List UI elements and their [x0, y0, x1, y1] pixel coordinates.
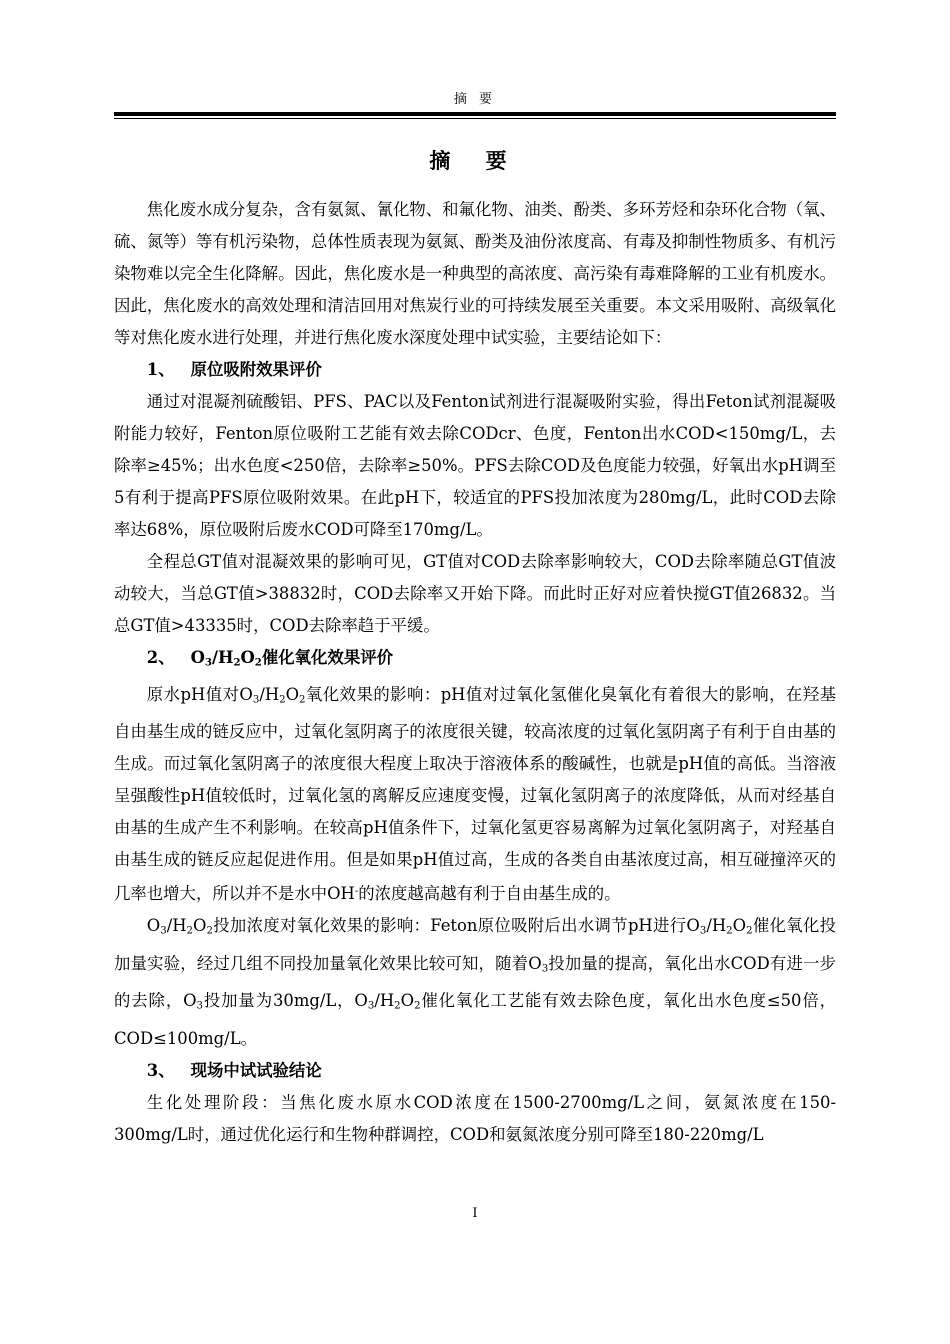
header-rule-thin [114, 118, 836, 119]
section-3-title: 现场中试试验结论 [190, 1060, 322, 1080]
section-3-number: 3、 [146, 1060, 175, 1080]
page-number: I [472, 1206, 478, 1221]
section-2-number: 2、 [146, 648, 175, 667]
section-1-number: 1、 [146, 360, 175, 379]
section-2-title: $O_3/H_2O_2$催化氧化效果评价 [190, 648, 393, 669]
section-3-heading [114, 1055, 836, 1087]
section-2-paragraph-2: $O_3/H_2O_2$投加浓度对氧化效果的影响：Feton原位吸附后出水调节pH进行$O_3/H_2O_2$催化氧化投加量实验，经过几组不同投加量氧化效果比较可知，随着$O_3$投加量的提高，氧化出水COD有进一步的去除，$O_3$投加量为30mg/L，$O_3/H_2O_2$催化氧化工艺能有效去除色度，氧化出水色度≤50倍，COD≤100mg/L。 [114, 916, 837, 1048]
section-2-paragraph-1: 原水pH值对$O_3/H_2O_2$氧化效果的影响：pH值对过氧化氢催化臭氧化有着很大的影响，在羟基自由基生成的链反应中，过氧化氢阴离子的浓度很关键，较高浓度的过氧化氢阴离子有利于自由基的生成。而过氧化氢阴离子的浓度很大程度上取决于溶液体系的酸碱性，也就是pH值的高低。当溶液呈强酸性pH值较低时，过氧化氢的离解反应速度变慢，过氧化氢阴离子的浓度降低，从而对经基自由基的生成产生不利影响。在较高pH值条件下，过氧化氢更容易离解为过氧化氢阴离子，对羟基自由基生成的链反应起促进作用。但是如果pH值过高，生成的各类自由基浓度过高，相互碰撞淬灭的几率也增大，所以并不是水中OH-的浓度越高越有利于自由基生成的。 [114, 684, 836, 904]
running-header: 摘 要 [453, 92, 497, 107]
section-3-paragraph-1: 生化处理阶段：当焦化废水原水COD浓度在1500-2700mg/L之间，氨氮浓度在150-300mg/L时，通过优化运行和生物种群调控，COD和氨氮浓度分别可降至180-220mg/L [114, 1092, 836, 1144]
section-1-heading [114, 354, 836, 386]
intro-paragraph: 焦化废水成分复杂，含有氨氮、氰化物、和氟化物、油类、酚类、多环芳烃和杂环化合物（氧、硫、氮等）等有机污染物，总体性质表现为氨氮、酚类及油份浓度高、有毒及抑制性物质多、有机污染物难以完全生化降解。因此，焦化废水是一种典型的高浓度、高污染有毒难降解的工业有机废水。因此，焦化废水的高效处理和清洁回用对焦炭行业的可持续发展至关重要。本文采用吸附、高级氧化等对焦化废水进行处理，并进行焦化废水深度处理中试实验，主要结论如下： [114, 200, 836, 347]
header-rule-thick [114, 112, 836, 116]
section-1-paragraph-2: 全程总GT值对混凝效果的影响可见，GT值对COD去除率影响较大，COD去除率随总GT值波动较大，当总GT值>38832时，COD去除率又开始下降。而此时正好对应着快搅GT值26832。当总GT值>43335时，COD去除率趋于平缓。 [114, 552, 836, 635]
section-1-paragraph-1: 通过对混凝剂硫酸铝、PFS、PAC以及Fenton试剂进行混凝吸附实验，得出Feton试剂混凝吸附能力较好，Fenton原位吸附工艺能有效去除CODcr、色度，Fenton出水COD<150mg/L，去除率≥45%；出水色度<250倍，去除率≥50%。PFS去除COD及色度能力较强，好氧出水pH调至5有利于提高PFS原位吸附效果。在此pH下，较适宜的PFS投加浓度为280mg/L，此时COD去除率达68%，原位吸附后废水COD可降至170mg/L。 [114, 392, 836, 539]
section-1-title: 原位吸附效果评价 [190, 360, 322, 379]
page-title: 摘 要 [429, 148, 521, 173]
section-2-heading [114, 642, 836, 679]
abstract-body [114, 194, 836, 1151]
